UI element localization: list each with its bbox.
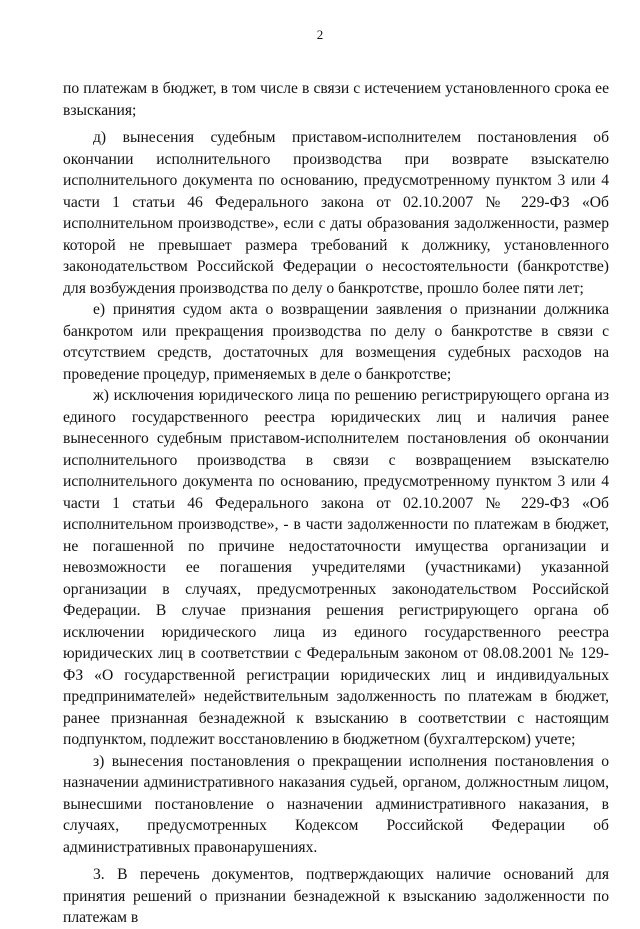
paragraph-3: 3. В перечень документов, подтверждающих наличие оснований для принятия решений о признании безнадежной к взысканию задолженности по платежам в [63, 866, 609, 926]
paragraph-item-e: е) принятия судом акта о возвращении заявления о признании должника банкротом или прекращения производства по делу о банкротстве в связи с отсутствием средств, достаточных для возмещения судебных расходов на проведение процедур, применяемых в деле о банкротстве; [63, 301, 609, 383]
document-body [63, 78, 609, 929]
paragraph-item-zh: ж) исключения юридического лица по решению регистрирующего органа из единого государственного реестра юридических лиц и наличия ранее вынесенного судебным приставом-исполнителем постановления об окончании исполнительного производства в связи с возвращением взыскателю исполнительного документа по основанию, предусмотренному пунктом 3 или 4 части 1 статьи 46 Федерального закона от 02.10.2007 № 229-ФЗ «Об исполнительном производстве», - в части задолженности по платежам в бюджет, не погашенной по причине недостаточности имущества организации и невозможности ее погашения учредителями (участниками) указанной организации в случаях, предусмотренных законодательством Российской Федерации. В случае признания решения регистрирующего органа об исключении юридического лица из единого государственного реестра юридических лиц в соответствии с Федеральным законом от 08.08.2001 № 129-ФЗ «О государственной регистрации юридических лиц и индивидуальных предпринимателей» недействительным задолженность по платежам в бюджет, ранее признанная безнадежной к взысканию в соответствии с настоящим подпунктом, подлежит восстановлению в бюджетном (бухгалтерском) учете; [63, 387, 609, 748]
paragraph-item-z: з) вынесения постановления о прекращении исполнения постановления о назначении административного наказания судьей, органом, должностным лицом, вынесшими постановление о назначении административного наказания, в случаях, предусмотренных Кодексом Российской Федерации об административных правонарушениях. [63, 752, 609, 856]
page-number: 2 [316, 27, 324, 42]
paragraph-item-d: д) вынесения судебным приставом-исполнителем постановления об окончании исполнительного производства при возврате взыскателю исполнительного документа по основанию, предусмотренному пунктом 3 или 4 части 1 статьи 46 Федерального закона от 02.10.2007 № 229-ФЗ «Об исполнительном производстве», если с даты образования задолженности, размер которой не превышает размера требований к должнику, установленного законодательством Российской Федерации о несостоятельности (банкротстве) для возбуждения производства по делу о банкротстве, прошло более пяти лет; [63, 129, 609, 297]
paragraph-continuation: по платежам в бюджет, в том числе в связи с истечением установленного срока ее взыскания; [63, 80, 609, 119]
